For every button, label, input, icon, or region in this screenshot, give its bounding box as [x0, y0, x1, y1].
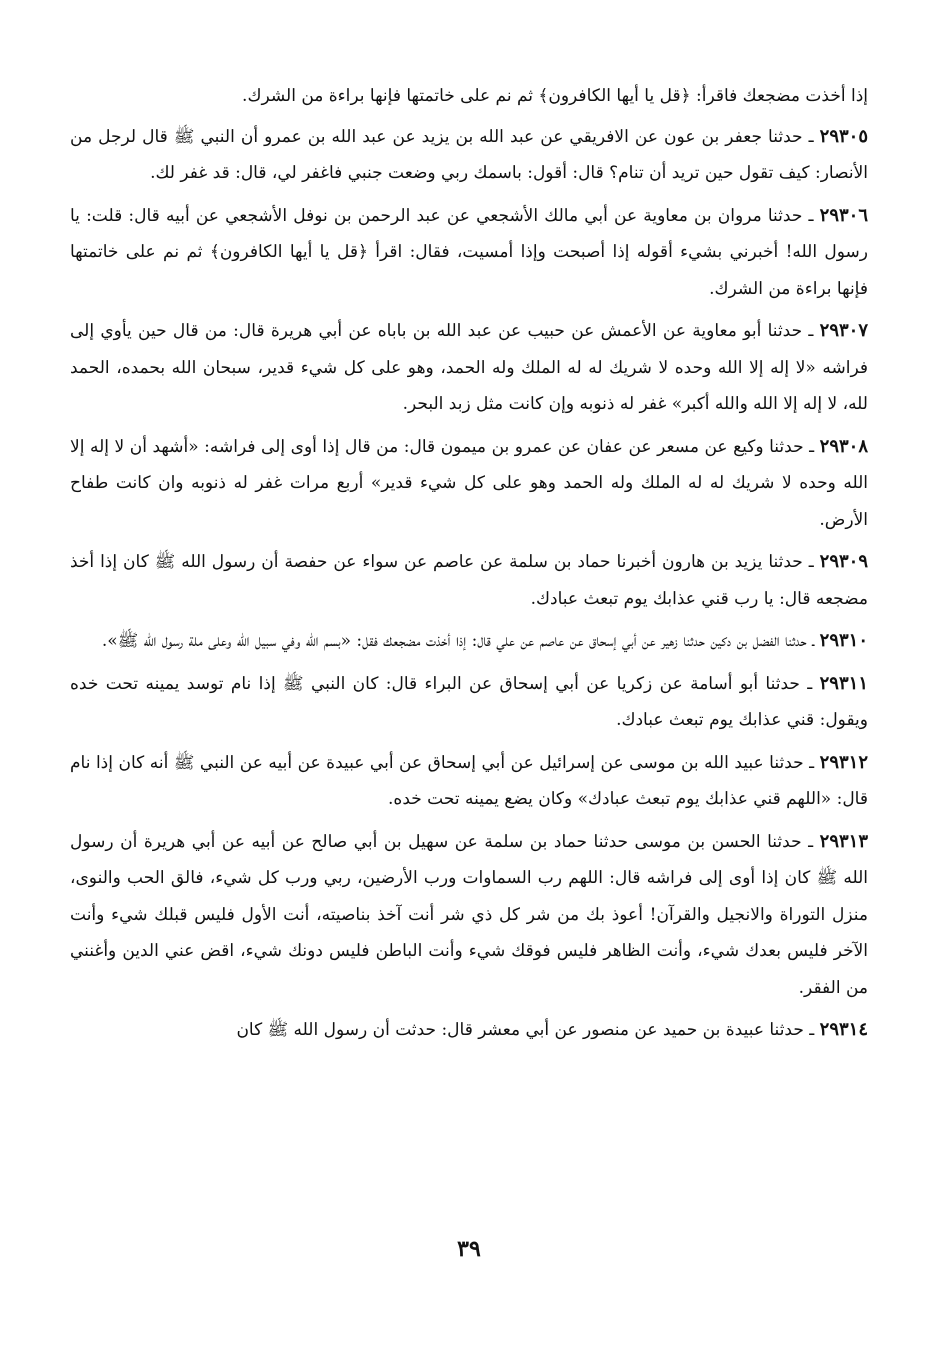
hadith-paragraph	[70, 429, 868, 539]
hadith-number: ٢٩٣٠٨	[819, 435, 869, 457]
page-number: ٣٩	[457, 1236, 481, 1262]
hadith-number: ٢٩٣٠٩	[819, 551, 868, 572]
hadith-paragraph	[70, 119, 868, 192]
hadith-text: ـ حدثنا مروان بن معاوية عن أبي مالك الأشجعي عن عبد الرحمن بن نوفل الأشجعي عن أبيه قال: قلت: يا رسول الله! أخبرني بشيء أقوله إذا أصبحت وإذا أمسيت، فقال: اقرأ ﴿قل يا أيها الكافرون﴾ ثم نم على خاتمتها فإنها براءة من الشرك.	[70, 205, 868, 299]
page-body	[70, 78, 868, 1055]
hadith-text: ـ حدثنا أبو أسامة عن زكريا عن أبي إسحاق عن البراء قال: كان النبي ﷺ إذا نام توسد يمينه تحت خده ويقول: قني عذابك يوم تبعث عبادك.	[70, 673, 868, 730]
hadith-paragraph	[70, 824, 868, 1007]
hadith-text: ـ حدثنا جعفر بن عون عن الافريقي عن عبد الله بن يزيد عن عبد الله بن عمرو أن النبي ﷺ قال لرجل من الأنصار: كيف تقول حين تريد أن تنام؟ قال: أقول: باسمك ربي وضعت جنبي فاغفر لي، قال: قد غفر لك.	[70, 126, 868, 183]
hadith-number: ٢٩٣١٣	[819, 830, 869, 852]
hadith-text: ـ حدثنا أبو معاوية عن الأعمش عن حبيب عن عبد الله بن باباه عن أبي هريرة قال: من قال حين يأوي إلى فراشه «لا إله إلا الله وحده لا شريك له له الملك وله الحمد، وهو على كل شيء قدير، سبحان الله بحمده، الحمد لله، لا إله إلا الله والله أكبر» غفر له ذنوبه وإن كانت مثل زبد البحر.	[70, 321, 868, 414]
hadith-number: ٢٩٣١٤	[819, 1019, 868, 1040]
hadith-text: ـ حدثنا عبيد الله بن موسى عن إسرائيل عن أبي إسحاق عن أبي عبيدة عن أبيه عن النبي ﷺ أنه كان إذا نام قال: «اللهم قني عذابك يوم تبعث عبادك» وكان يضع يمينه تحت خده.	[70, 752, 868, 809]
hadith-text: ـ حدثنا عبيدة بن حميد عن منصور عن أبي معشر قال: حدثت أن رسول الله ﷺ كان	[236, 1020, 815, 1040]
hadith-paragraph	[70, 666, 868, 739]
hadith-text: إذا أخذت مضجعك فاقرأ: ﴿قل يا أيها الكافرون﴾ ثم نم على خاتمتها فإنها براءة من الشرك.	[242, 86, 868, 106]
hadith-paragraph	[70, 78, 868, 115]
hadith-paragraph	[70, 313, 868, 423]
hadith-paragraph	[70, 745, 868, 818]
hadith-number: ٢٩٣١٢	[819, 751, 869, 773]
hadith-number: ٢٩٣١١	[819, 672, 868, 694]
hadith-number: ٢٩٣٠٦	[819, 204, 868, 226]
hadith-text: ـ حدثنا الحسن بن موسى حدثنا حماد بن سلمة عن سهيل بن أبي صالح عن أبيه عن أبي هريرة أن رسول الله ﷺ كان إذا أوى إلى فراشه قال: اللهم رب السماوات ورب الأرضين، ربي ورب كل شيء، فالق الحب والنوى، منزل التوراة والانجيل والقرآن! أعوذ بك من شر كل ذي شر أنت آخذ بناصيته، أنت الأول فليس قبلك شيء وأنت الآخر فليس بعدك شيء، وأنت الظاهر فليس فوقك شيء وأنت الباطن فليس دونك شيء، اقض عني الدين وأغنني من الفقر.	[70, 831, 868, 998]
hadith-paragraph	[70, 544, 868, 617]
hadith-text: ـ حدثنا الفضل بن دكين حدثنا زهير عن أبي إسحاق عن عاصم عن علي قال: إذا أخذت مضجعك فقل: «بسم الله وفي سبيل الله وعلى ملة رسول الله ﷺ».	[101, 631, 815, 651]
hadith-number: ٢٩٣٠٥	[819, 125, 868, 147]
hadith-number: ٢٩٣١٠	[819, 630, 868, 651]
hadith-paragraph	[70, 1012, 868, 1049]
hadith-paragraph	[70, 623, 868, 660]
hadith-text: ـ حدثنا وكيع عن مسعر عن عفان عن عمرو بن ميمون قال: من قال إذا أوى إلى فراشه: «أشهد أن لا إله إلا الله وحده لا شريك له له الملك وله الحمد وهو على كل شيء قدير» أربع مرات غفر له ذنوبه وان كانت طفاح الأرض.	[70, 436, 868, 530]
hadith-paragraph	[70, 198, 868, 308]
hadith-text: ـ حدثنا يزيد بن هارون أخبرنا حماد بن سلمة عن عاصم عن سواء عن حفصة أن رسول الله ﷺ كان إذا أخذ مضجعه قال: يا رب قني عذابك يوم تبعث عبادك.	[70, 552, 868, 609]
hadith-number: ٢٩٣٠٧	[819, 320, 868, 341]
